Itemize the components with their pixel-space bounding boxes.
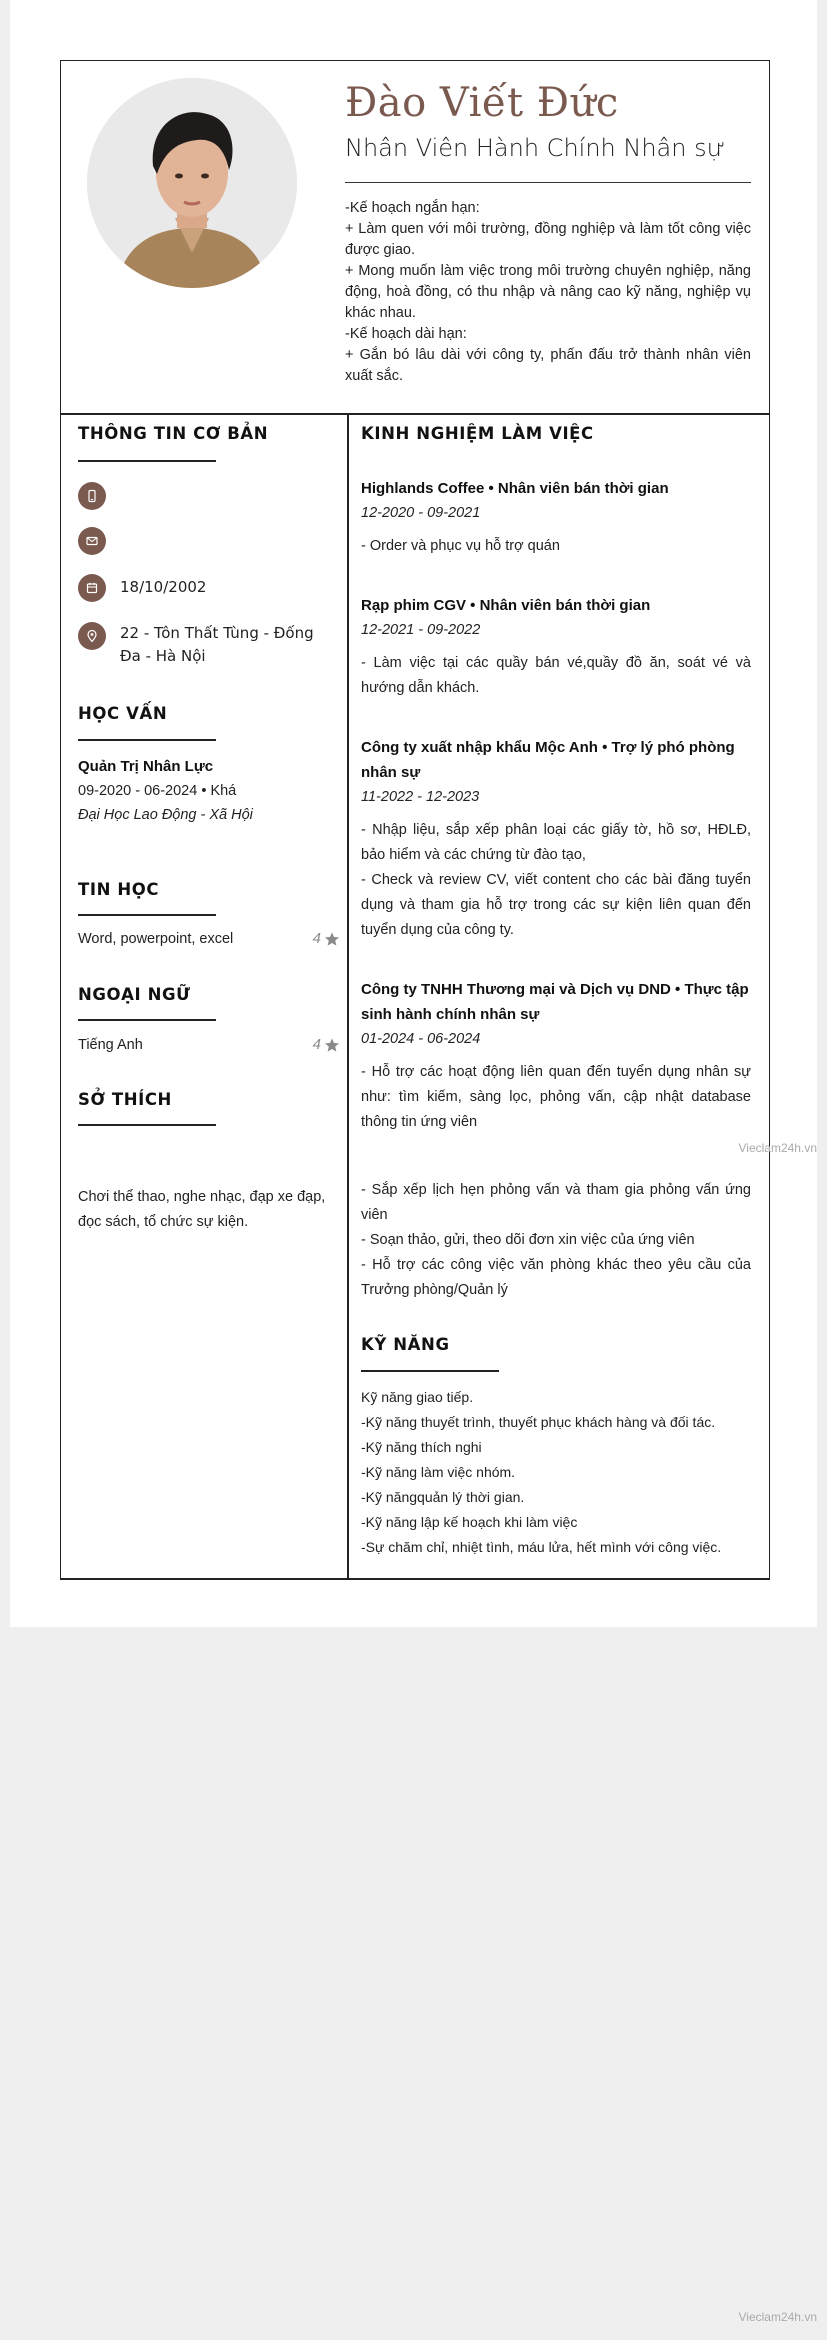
contact-address (78, 622, 320, 668)
calendar-icon (78, 574, 106, 602)
skill-item: -Kỹ năng lập kế hoạch khi làm việc (361, 1514, 578, 1530)
cv-page-1 (10, 0, 817, 1163)
phone-icon (78, 482, 106, 510)
language-rating (313, 1036, 340, 1053)
career-objective (345, 198, 751, 387)
job-desc-line: - Làm việc tại các quầy bán vé,quầy đồ ăn, soát vé và hướng dẫn khách. (361, 655, 751, 696)
hobbies-title: SỞ THÍCH (78, 1090, 172, 1109)
education-period-grade: 09-2020 - 06-2024 • Khá (78, 783, 237, 799)
skill-item: -Kỹ năngquản lý thời gian. (361, 1489, 525, 1505)
bottom-border (60, 1578, 770, 1580)
language-item (78, 1036, 340, 1053)
cv-page-2 (10, 1163, 817, 1627)
it-skills-title: TIN HỌC (78, 880, 160, 899)
rating-value: 4 (312, 930, 321, 947)
candidate-job-title: Nhân Viên Hành Chính Nhân sự (345, 134, 726, 162)
job-desc-line: - Sắp xếp lịch hẹn phỏng vấn và tham gia phỏng vấn ứng viên (361, 1182, 751, 1223)
section-rule (78, 914, 216, 916)
hobbies-text: Chơi thể thao, nghe nhạc, đạp xe đạp, đọc sách, tổ chức sự kiện. (78, 1189, 326, 1230)
skill-item: -Sự chăm chỉ, nhiệt tình, máu lửa, hết mình với công việc. (361, 1539, 722, 1555)
languages-title: NGOẠI NGỮ (78, 985, 191, 1004)
basic-info-title: THÔNG TIN CƠ BẢN (78, 424, 269, 443)
title-rule (345, 182, 751, 183)
watermark: Vieclam24h.vn (738, 2310, 817, 2324)
job-desc-line: - Hỗ trợ các hoạt động liên quan đến tuyển dụng nhân sự như: tìm kiếm, sàng lọc, phỏng vấn, cập nhật database thông tin ứng viên (361, 1064, 751, 1130)
job-heading: Công ty xuất nhập khẩu Mộc Anh • Trợ lý phó phòng nhân sự (361, 739, 735, 781)
education-title: HỌC VẤN (78, 704, 168, 723)
education-school: Đại Học Lao Động - Xã Hội (78, 807, 253, 823)
skill-item: -Kỹ năng thuyết trình, thuyết phục khách hàng và đối tác. (361, 1414, 716, 1430)
job-desc-line: - Check và review CV, viết content cho các bài đăng tuyển dụng và tham gia hỗ trợ trong các sự kiện liên quan đến tuyển dụng của công ty. (361, 872, 751, 938)
section-rule (78, 1124, 216, 1126)
job-desc-line: - Hỗ trợ các công việc văn phòng khác theo yêu cầu của Trưởng phòng/Quản lý (361, 1257, 751, 1298)
it-skill-name: Word, powerpoint, excel (78, 930, 234, 947)
objective-line: + Mong muốn làm việc trong môi trường chuyên nghiệp, năng động, hoà đồng, có thu nhập và nâng cao kỹ năng, nghiệp vụ khác nhau. (345, 263, 751, 321)
skill-item: -Kỹ năng làm việc nhóm. (361, 1464, 516, 1480)
job-heading: Công ty TNHH Thương mại và Dịch vụ DND • Thực tập sinh hành chính nhân sự (361, 981, 749, 1023)
skill-item: -Kỹ năng thích nghi (361, 1439, 482, 1455)
objective-line: + Làm quen với môi trường, đồng nghiệp và làm tốt công việc được giao. (345, 221, 751, 258)
objective-line: + Gắn bó lâu dài với công ty, phấn đấu trở thành nhân viên xuất sắc. (345, 347, 751, 384)
contact-birthday (78, 574, 320, 602)
job-desc-line: - Soạn thảo, gửi, theo dõi đơn xin việc của ứng viên (361, 1232, 695, 1248)
education-major: Quản Trị Nhân Lực (78, 758, 214, 775)
column-divider (347, 1163, 349, 1579)
profile-photo (87, 78, 297, 288)
job-heading: Highlands Coffee • Nhân viên bán thời gian (361, 480, 669, 497)
star-icon (324, 1037, 340, 1053)
job-heading: Rạp phim CGV • Nhân viên bán thời gian (361, 597, 651, 614)
skill-item: Kỹ năng giao tiếp. (361, 1389, 474, 1405)
location-pin-icon (78, 622, 106, 650)
mail-icon (78, 527, 106, 555)
candidate-name: Đào Viết Đức (345, 80, 619, 126)
skills-title: KỸ NĂNG (361, 1335, 450, 1354)
job-entry (361, 593, 751, 701)
it-skill-item (78, 930, 340, 947)
job-entry (361, 476, 751, 559)
skills-list (361, 1385, 751, 1560)
section-rule (78, 1019, 216, 1021)
job-date: 12-2020 - 09-2021 (361, 505, 481, 521)
section-rule (78, 460, 216, 462)
objective-line: -Kế hoạch dài hạn: (345, 326, 467, 342)
job-date: 01-2024 - 06-2024 (361, 1031, 481, 1047)
address-value: 22 - Tôn Thất Tùng - Đống Đa - Hà Nội (120, 624, 314, 665)
job-entry (361, 735, 751, 943)
column-divider (347, 415, 349, 1163)
section-rule (78, 739, 216, 741)
star-icon (324, 931, 340, 947)
rating-value: 4 (312, 1036, 321, 1053)
job-desc-line: - Nhập liệu, sắp xếp phân loại các giấy tờ, hồ sơ, HĐLĐ, bảo hiểm và các chứng từ đào tạo, (361, 822, 751, 863)
job-entry (361, 977, 751, 1135)
experience-title: KINH NGHIỆM LÀM VIỆC (361, 424, 594, 443)
birthday-value: 18/10/2002 (120, 578, 207, 596)
job-entry-continued (361, 1178, 751, 1303)
objective-line: -Kế hoạch ngắn hạn: (345, 200, 480, 216)
contact-phone (78, 482, 320, 510)
language-name: Tiếng Anh (78, 1036, 143, 1053)
it-skill-rating (313, 930, 340, 947)
section-rule (361, 1370, 499, 1372)
watermark: Vieclam24h.vn (738, 1141, 817, 1155)
job-date: 11-2022 - 12-2023 (361, 789, 480, 805)
job-desc-line: - Order và phục vụ hỗ trợ quán (361, 538, 560, 554)
contact-email (78, 527, 320, 555)
job-date: 12-2021 - 09-2022 (361, 622, 481, 638)
